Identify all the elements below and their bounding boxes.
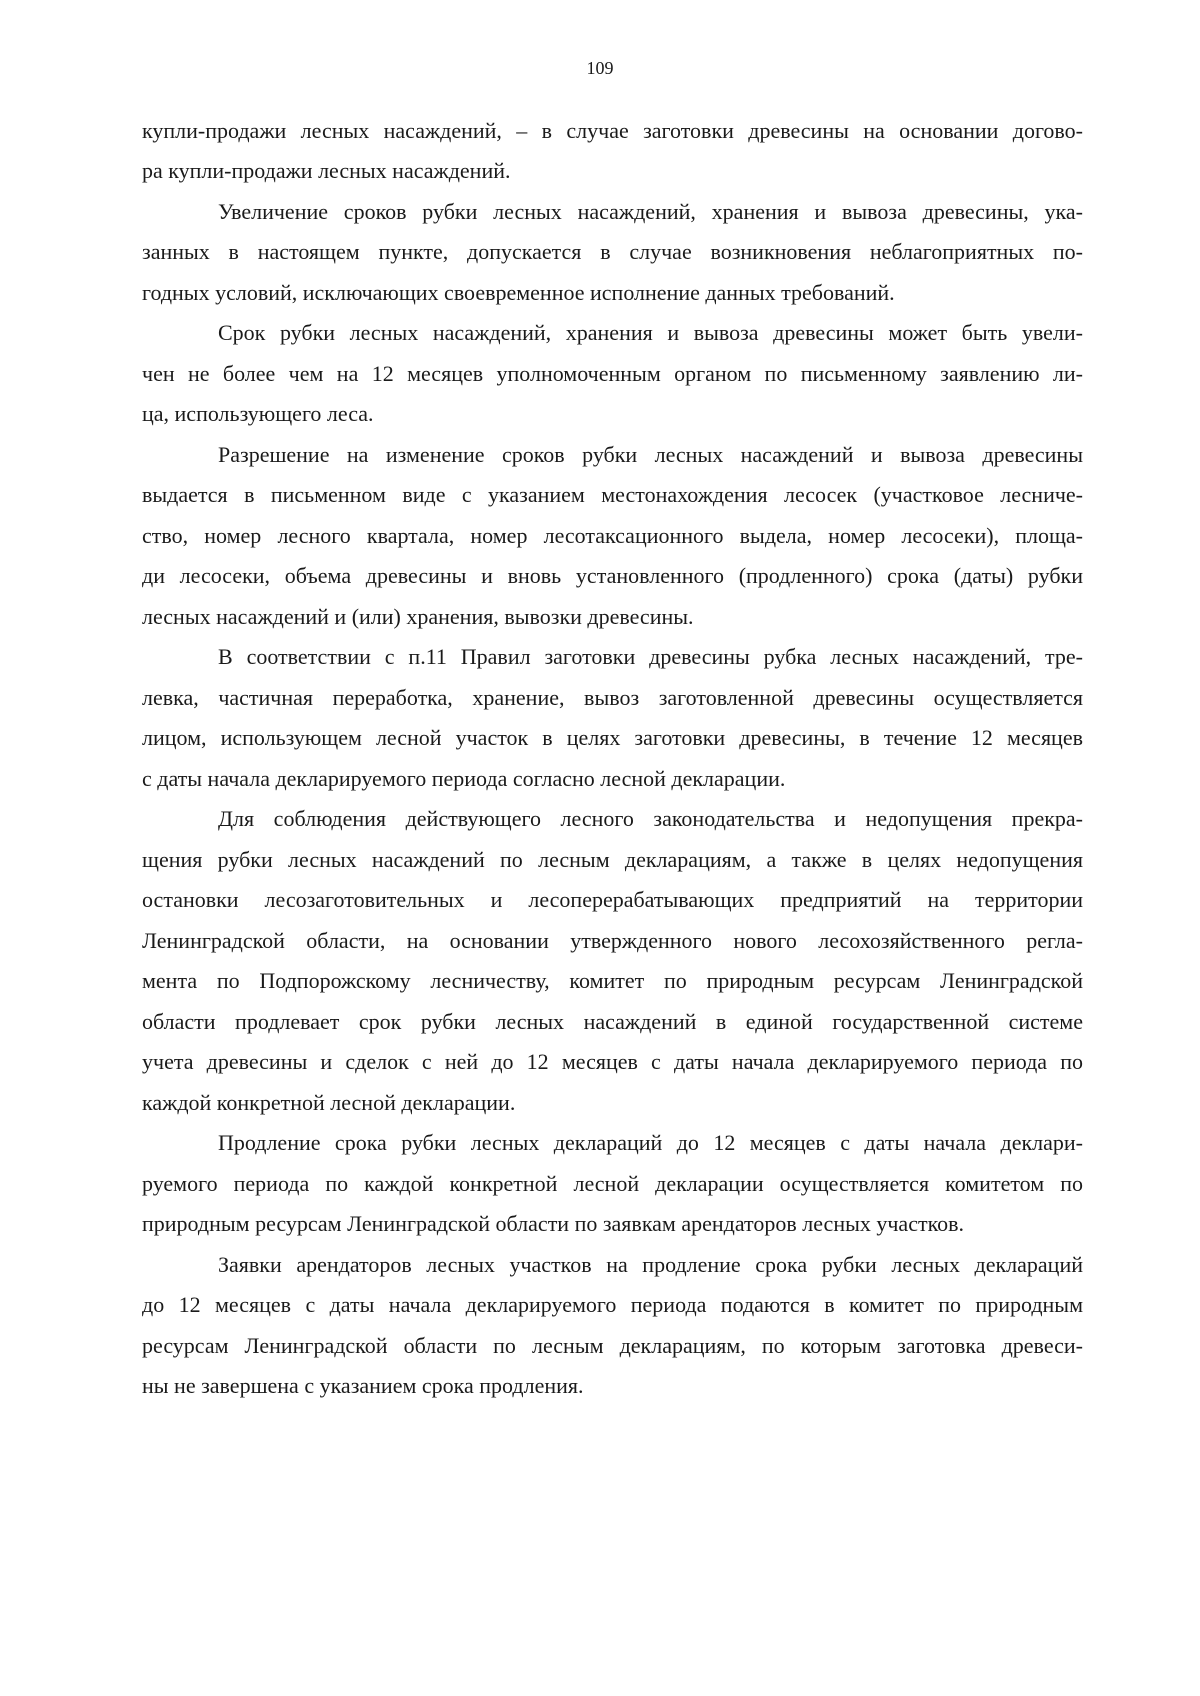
text-line: учета древесины и сделок с ней до 12 месяцев с даты начала декларируемого периода по <box>142 1049 1083 1074</box>
text-line: Для соблюдения действующего лесного законодательства и недопущения прекра- <box>218 806 1083 831</box>
text-line: купли-продажи лесных насаждений, – в случае заготовки древесины на основании догово- <box>142 118 1083 143</box>
text-line: Заявки арендаторов лесных участков на продление срока рубки лесных деклараций <box>218 1252 1083 1277</box>
text-line: годных условий, исключающих своевременное исполнение данных требований. <box>142 280 895 305</box>
text-line: ца, использующего леса. <box>142 401 374 426</box>
text-line: остановки лесозаготовительных и лесоперерабатывающих предприятий на территории <box>142 887 1083 912</box>
text-line: левка, частичная переработка, хранение, вывоз заготовленной древесины осуществляется <box>142 685 1083 710</box>
text-line: выдается в письменном виде с указанием местонахождения лесосек (участковое лесниче- <box>142 482 1083 507</box>
text-line: Увеличение сроков рубки лесных насаждений, хранения и вывоза древесины, ука- <box>218 199 1083 224</box>
text-line: руемого периода по каждой конкретной лесной декларации осуществляется комитетом по <box>142 1171 1083 1196</box>
text-line: природным ресурсам Ленинградской области по заявкам арендаторов лесных участков. <box>142 1211 965 1236</box>
text-line: лицом, использующем лесной участок в целях заготовки древесины, в течение 12 месяцев <box>142 725 1083 750</box>
text-line: ра купли-продажи лесных насаждений. <box>142 158 511 183</box>
text-line: щения рубки лесных насаждений по лесным декларациям, а также в целях недопущения <box>142 847 1083 872</box>
text-line: занных в настоящем пункте, допускается в случае возникновения неблагоприятных по- <box>142 239 1083 264</box>
text-line: до 12 месяцев с даты начала декларируемого периода подаются в комитет по природным <box>142 1292 1083 1317</box>
text-line: ство, номер лесного квартала, номер лесотаксационного выдела, номер лесосеки), площа- <box>142 523 1083 548</box>
text-line: В соответствии с п.11 Правил заготовки древесины рубка лесных насаждений, тре- <box>218 644 1083 669</box>
text-line: Срок рубки лесных насаждений, хранения и вывоза древесины может быть увели- <box>218 320 1083 345</box>
text-line: ресурсам Ленинградской области по лесным декларациям, по которым заготовка древеси- <box>142 1333 1083 1358</box>
page-number: 109 <box>586 58 614 78</box>
text-line: мента по Подпорожскому лесничеству, комитет по природным ресурсам Ленинградской <box>142 968 1083 993</box>
text-line: с даты начала декларируемого периода согласно лесной декларации. <box>142 766 786 791</box>
text-line: каждой конкретной лесной декларации. <box>142 1090 516 1115</box>
text-line: Разрешение на изменение сроков рубки лесных насаждений и вывоза древесины <box>218 442 1083 467</box>
text-line: области продлевает срок рубки лесных насаждений в единой государственной системе <box>142 1009 1083 1034</box>
text-line: лесных насаждений и (или) хранения, вывозки древесины. <box>142 604 694 629</box>
text-line: ди лесосеки, объема древесины и вновь установленного (продленного) срока (даты) рубки <box>142 563 1083 588</box>
text-line: чен не более чем на 12 месяцев уполномоченным органом по письменному заявлению ли- <box>142 361 1083 386</box>
text-line: Ленинградской области, на основании утвержденного нового лесохозяйственного регла- <box>142 928 1083 953</box>
text-line: Продление срока рубки лесных деклараций до 12 месяцев с даты начала деклари- <box>218 1130 1083 1155</box>
text-line: ны не завершена с указанием срока продления. <box>142 1373 584 1398</box>
